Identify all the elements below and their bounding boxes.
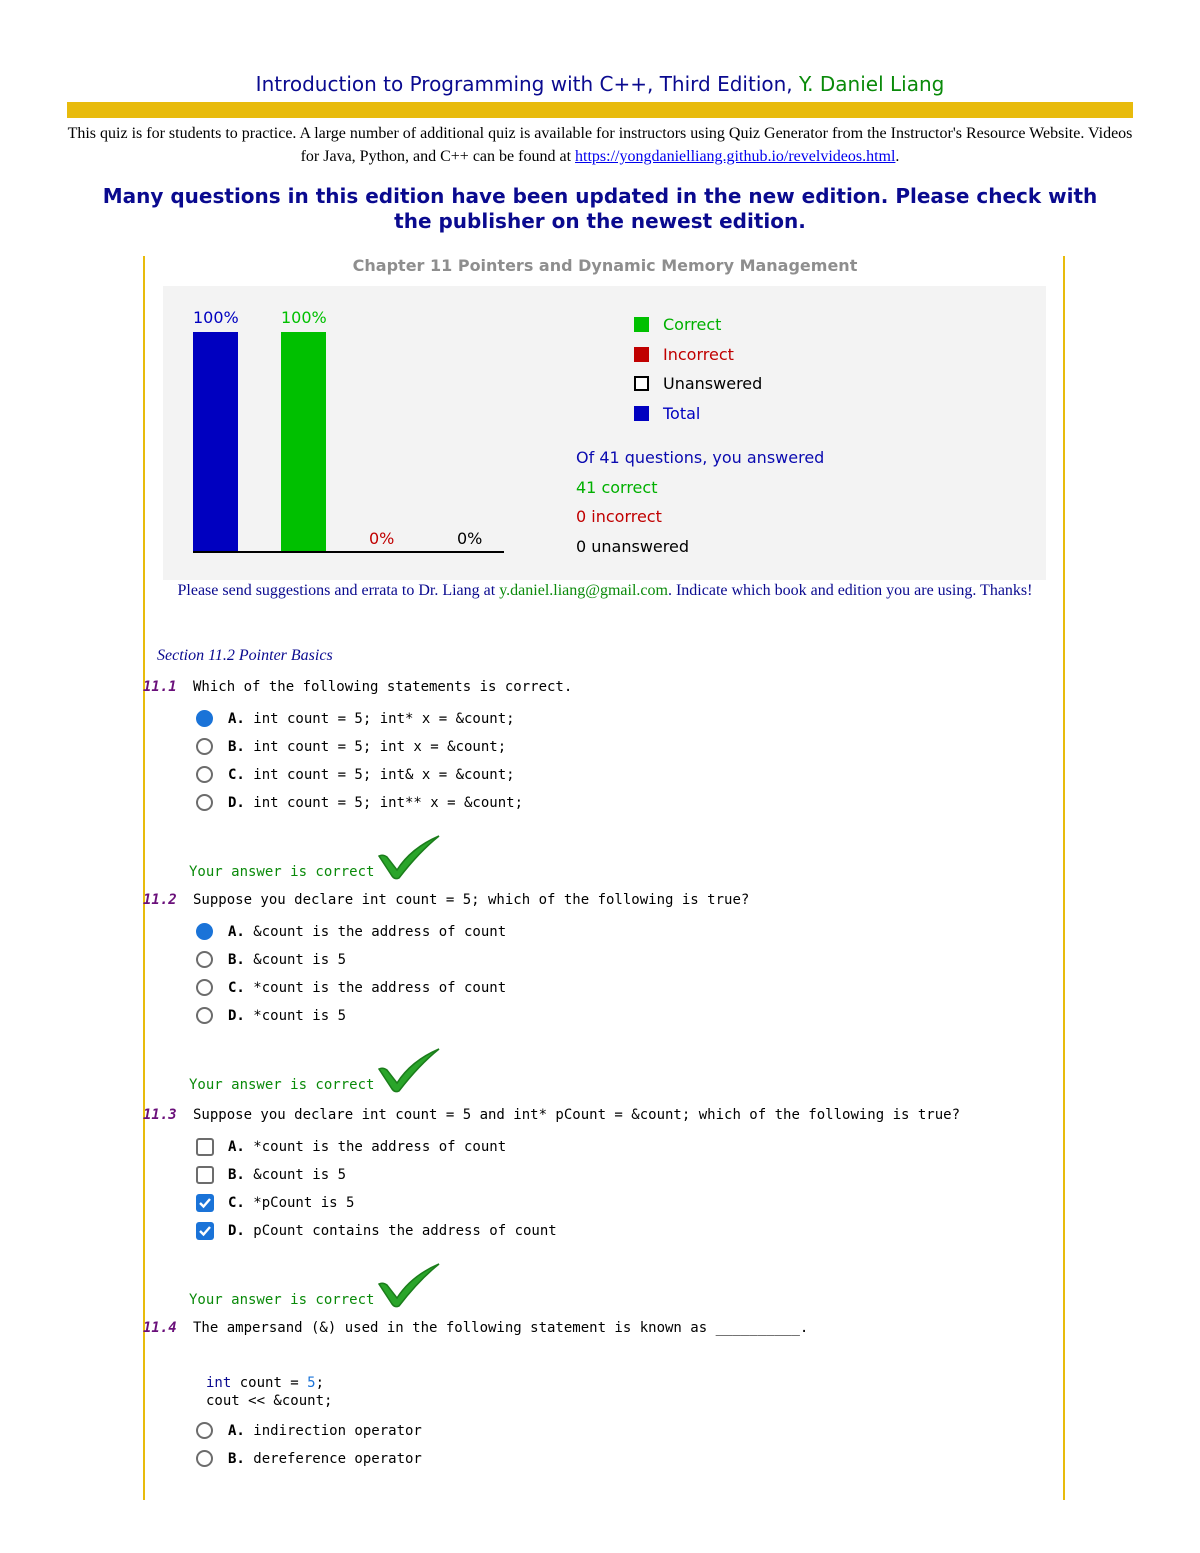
choice-option[interactable] xyxy=(196,766,515,783)
summary-correct: 41 correct xyxy=(576,478,658,497)
summary-incorrect: 0 incorrect xyxy=(576,507,662,526)
choice-text: int count = 5; int* x = &count; xyxy=(244,710,515,727)
radio-button[interactable] xyxy=(196,1450,213,1467)
choice-option[interactable] xyxy=(196,710,515,727)
choice-option[interactable] xyxy=(196,1194,354,1212)
summary-unanswered: 0 unanswered xyxy=(576,537,689,556)
legend-label: Correct xyxy=(663,315,722,334)
choice-option[interactable] xyxy=(196,951,346,968)
legend-swatch xyxy=(634,347,649,362)
choice-key: D. xyxy=(228,794,245,811)
legend-swatch xyxy=(634,317,649,332)
chart-data-label: 0% xyxy=(369,529,395,548)
radio-button[interactable] xyxy=(196,979,213,996)
errata-note xyxy=(150,580,1060,602)
legend-swatch xyxy=(634,406,649,421)
checkbox[interactable] xyxy=(196,1194,214,1212)
errata-email: y.daniel.liang@gmail.com xyxy=(499,582,668,599)
choice-key: A. xyxy=(228,1422,245,1439)
checkmark-icon xyxy=(375,832,445,887)
choice-option[interactable] xyxy=(196,794,523,811)
choice-key: D. xyxy=(228,1223,245,1239)
choice-option[interactable] xyxy=(196,1166,346,1184)
answer-feedback: Your answer is correct xyxy=(189,1077,375,1093)
answer-feedback: Your answer is correct xyxy=(189,864,375,880)
choice-key: D. xyxy=(228,1007,245,1024)
chart-data-label: 100% xyxy=(281,308,327,327)
legend-item xyxy=(634,345,734,364)
code-snippet xyxy=(206,1374,332,1410)
radio-button[interactable] xyxy=(196,766,213,783)
intro-text: This quiz is for students to practice. A large number of additional quiz is available for instructors using Quiz Generator from the Instructor's Resource Website. Videos for Java, Python, and C++ can be found at xyxy=(67,125,1133,165)
chart-bar xyxy=(281,332,326,551)
chart-data-label: 100% xyxy=(193,308,239,327)
question-text: The ampersand (&) used in the following statement is known as __________. xyxy=(193,1320,809,1336)
choice-option[interactable] xyxy=(196,1450,422,1467)
edition-notice: Many questions in this edition have been updated in the new edition. Please check with the publisher on the newest edition. xyxy=(102,184,1098,233)
book-title-text: Introduction to Programming with C++, Third Edition, xyxy=(255,72,793,96)
radio-button[interactable] xyxy=(196,1007,213,1024)
choice-text: &count is 5 xyxy=(244,951,347,968)
choice-text: &count is the address of count xyxy=(244,923,507,940)
book-title xyxy=(0,72,1200,96)
chapter-title: Chapter 11 Pointers and Dynamic Memory Management xyxy=(352,256,858,275)
author-name: Y. Daniel Liang xyxy=(799,72,945,96)
choice-text: *count is the address of count xyxy=(244,979,507,996)
videos-link[interactable]: https://yongdanielliang.github.io/revelvideos.html xyxy=(575,148,896,165)
choice-text: int count = 5; int x = &count; xyxy=(244,738,507,755)
checkbox[interactable] xyxy=(196,1166,214,1184)
summary-total: Of 41 questions, you answered xyxy=(576,448,825,467)
question-number: 11.2 xyxy=(143,892,177,908)
choice-text: *count is the address of count xyxy=(244,1139,507,1155)
choice-option[interactable] xyxy=(196,1007,346,1024)
section-title: Section 11.2 Pointer Basics xyxy=(157,647,333,664)
code-number: 5 xyxy=(307,1375,316,1391)
choice-key: A. xyxy=(228,1139,245,1155)
checkmark-icon xyxy=(375,1260,445,1315)
choice-text: int count = 5; int& x = &count; xyxy=(244,766,515,783)
choice-option[interactable] xyxy=(196,979,506,996)
radio-button[interactable] xyxy=(196,794,213,811)
choice-key: B. xyxy=(228,1167,245,1183)
legend-label: Incorrect xyxy=(663,345,734,364)
code-keyword: int xyxy=(206,1375,232,1391)
question-text: Suppose you declare int count = 5 and int* pCount = &count; which of the following is true? xyxy=(193,1107,961,1123)
radio-button[interactable] xyxy=(196,738,213,755)
choice-key: C. xyxy=(228,766,245,783)
code-line: cout << &count; xyxy=(206,1393,333,1409)
legend-item xyxy=(634,404,700,423)
legend-label: Total xyxy=(663,404,701,423)
checkbox[interactable] xyxy=(196,1222,214,1240)
choice-text: *pCount is 5 xyxy=(244,1195,355,1211)
header-divider xyxy=(67,102,1133,118)
errata-before: Please send suggestions and errata to Dr. Liang at xyxy=(177,582,500,599)
right-border xyxy=(1063,256,1065,1500)
answer-feedback: Your answer is correct xyxy=(189,1292,375,1308)
radio-button[interactable] xyxy=(196,1422,213,1439)
choice-key: C. xyxy=(228,1195,245,1211)
code-text: count = xyxy=(231,1375,308,1391)
radio-button[interactable] xyxy=(196,951,213,968)
checkmark-icon xyxy=(375,1045,445,1100)
checkbox[interactable] xyxy=(196,1138,214,1156)
chart-bar xyxy=(193,332,238,551)
choice-key: A. xyxy=(228,710,245,727)
choice-key: B. xyxy=(228,951,245,968)
choice-text: &count is 5 xyxy=(244,1167,347,1183)
legend-item xyxy=(634,315,721,334)
choice-key: B. xyxy=(228,738,245,755)
errata-after: . Indicate which book and edition you are using. Thanks! xyxy=(667,582,1033,599)
question-number: 11.1 xyxy=(143,679,177,695)
choice-key: C. xyxy=(228,979,245,996)
choice-option[interactable] xyxy=(196,923,506,940)
choice-text: *count is 5 xyxy=(244,1007,347,1024)
choice-option[interactable] xyxy=(196,1138,506,1156)
question-number: 11.4 xyxy=(143,1320,177,1336)
legend-swatch xyxy=(634,376,649,391)
choice-text: pCount contains the address of count xyxy=(244,1223,557,1239)
choice-text: indirection operator xyxy=(244,1422,422,1439)
choice-key: B. xyxy=(228,1450,245,1467)
legend-item xyxy=(634,374,762,393)
choice-option[interactable] xyxy=(196,1222,557,1240)
radio-button[interactable] xyxy=(196,923,213,940)
code-text: ; xyxy=(315,1375,325,1391)
intro-paragraph xyxy=(60,122,1140,168)
left-border xyxy=(143,256,145,1500)
question-text: Which of the following statements is correct. xyxy=(193,679,573,695)
choice-key: A. xyxy=(228,923,245,940)
radio-button[interactable] xyxy=(196,710,213,727)
chart-baseline xyxy=(193,551,504,553)
question-text: Suppose you declare int count = 5; which of the following is true? xyxy=(193,892,750,908)
choice-text: int count = 5; int** x = &count; xyxy=(244,794,524,811)
intro-end: . xyxy=(895,148,900,165)
choice-option[interactable] xyxy=(196,738,506,755)
question-number: 11.3 xyxy=(143,1107,177,1123)
choice-text: dereference operator xyxy=(244,1450,422,1467)
legend-label: Unanswered xyxy=(663,374,763,393)
chart-data-label: 0% xyxy=(457,529,483,548)
choice-option[interactable] xyxy=(196,1422,422,1439)
